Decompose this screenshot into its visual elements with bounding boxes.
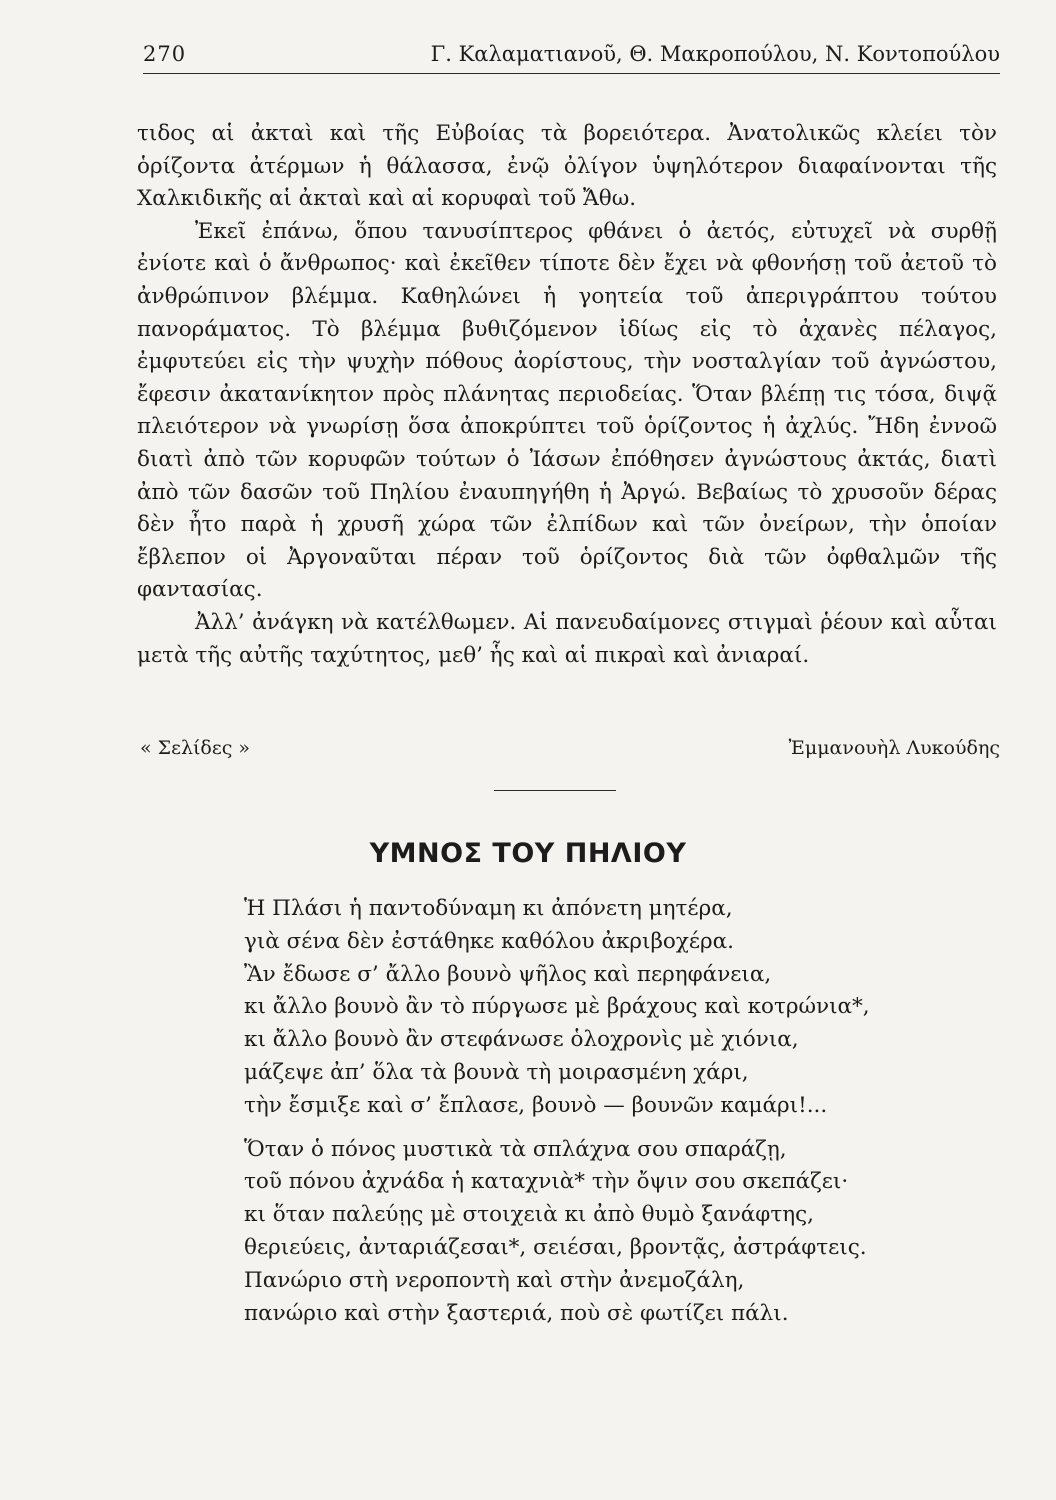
page-number: 270 (143, 42, 187, 66)
verse-line: Ὅταν ὁ πόνος μυστικὰ τὰ σπλάχνα σου σπαράζῃ, (244, 1136, 787, 1162)
verse-line: γιὰ σένα δὲν ἐστάθηκε καθόλου ἀκριβοχέρα. (244, 928, 734, 954)
verse-line: Ἡ Πλάσι ἡ παντοδύναμη κι ἀπόνετη μητέρα, (244, 896, 733, 921)
verse-line: κι ὅταν παλεύῃς μὲ στοιχειὰ κι ἀπὸ θυμὸ ξανάφτης, (244, 1202, 814, 1228)
poem-body (244, 893, 1004, 1341)
verse-line: κι ἄλλο βουνὸ ἂν τὸ πύργωσε μὲ βράχους καὶ κοτρώνια*, (244, 994, 870, 1020)
verse-line: κι ἄλλο βουνὸ ἂν στεφάνωσε ὁλοχρονὶς μὲ χιόνια, (244, 1027, 799, 1053)
stanza (244, 1134, 1004, 1331)
header-rule (143, 73, 1000, 74)
attribution (140, 737, 1000, 767)
verse-line: τοῦ πόνου ἀχνάδα ἡ καταχνιὰ* τὴν ὄψιν σου σκεπάζει· (244, 1169, 849, 1195)
source-title: « Σελίδες » (140, 737, 251, 759)
paragraph: τιδος αἱ ἀκταὶ καὶ τῆς Εὐβοίας τὰ βορειότερα. Ἀνατολικῶς κλείει τὸν ὁρίζοντα ἀτέρμων ἡ θάλασσα, ἐνῷ ὀλίγον ὑψηλότερον διαφαίνονται τῆς Χαλκιδικῆς αἱ ἀκταὶ καὶ αἱ κορυφαὶ τοῦ Ἄθω. (137, 121, 997, 212)
author-name: Ἐμμανουὴλ Λυκούδης (788, 737, 1000, 759)
page-header (143, 34, 1000, 74)
verse-line: Ἂν ἔδωσε σ’ ἄλλο βουνὸ ψῆλος καὶ περηφάνεια, (244, 961, 772, 987)
paragraph: Ἐκεῖ ἐπάνω, ὅπου τανυσίπτερος φθάνει ὁ ἀετός, εὐτυχεῖ νὰ συρθῇ ἐνίοτε καὶ ὁ ἄνθρωπος· καὶ ἐκεῖθεν τίποτε δὲν ἔχει νὰ φθονήσῃ τοῦ ἀετοῦ τὸ ἀνθρώπινον βλέμμα. Καθηλώνει ἡ γοητεία τοῦ ἀπεριγράπτου τούτου πανοράματος. Τὸ βλέμμα βυθιζόμενον ἰδίως εἰς τὸ ἀχανὲς πέλαγος, ἐμφυτεύει εἰς τὴν ψυχὴν πόθους ἀορίστους, τὴν νοσταλγίαν τοῦ ἀγνώστου, ἔφεσιν ἀκατανίκητον πρὸς πλάνητας περιοδείας. Ὅταν βλέπῃ τις τόσα, διψᾷ πλειότερον νὰ γνωρίσῃ ὅσα ἀποκρύπτει τοῦ ὁρίζοντος ἡ ἀχλύς. Ἤδη ἐννοῶ διατὶ ἀπὸ τῶν κορυφῶν τούτων ὁ Ἰάσων ἐπόθησεν ἀγνώστους ἀκτάς, διατὶ ἀπὸ τῶν δασῶν τοῦ Πηλίου ἐναυπηγήθη ἡ Ἀργώ. Βεβαίως τὸ χρυσοῦν δέρας δὲν ἦτο παρὰ ἡ χρυσῆ χώρα τῶν ἐλπίδων καὶ τῶν ὀνείρων, τὴν ὁποίαν ἔβλεπον οἱ Ἀργοναῦται πέραν τοῦ ὁρίζοντος διὰ τῶν ὀφθαλμῶν τῆς φαντασίας. (137, 218, 997, 603)
verse-line: Πανώριο στὴ νεροποντὴ καὶ στὴν ἀνεμοζάλη, (244, 1267, 745, 1293)
section-divider (494, 790, 616, 791)
prose-text (137, 118, 997, 672)
verse-line: θεριεύεις, ἀνταριάζεσαι*, σειέσαι, βροντᾷς, ἀστράφτεις. (244, 1234, 867, 1260)
poem-title: ΥΜΝΟΣ ΤΟΥ ΠΗΛΙΟΥ (369, 838, 687, 869)
paragraph: Ἀλλ’ ἀνάγκη νὰ κατέλθωμεν. Αἱ πανευδαίμονες στιγμαὶ ῥέουν καὶ αὗται μετὰ τῆς αὐτῆς ταχύτητος, μεθ’ ἧς καὶ αἱ πικραὶ καὶ ἀνιαραί. (137, 609, 997, 668)
verse-line: πανώριο καὶ στὴν ξαστεριά, ποὺ σὲ φωτίζει πάλι. (244, 1300, 789, 1326)
verse-line: μάζεψε ἀπ’ ὅλα τὰ βουνὰ τὴ μοιρασμένη χάρι, (244, 1059, 749, 1085)
verse-line: τὴν ἔσμιξε καὶ σ’ ἔπλασε, βουνὸ — βουνῶν καμάρι!... (244, 1092, 828, 1118)
stanza (244, 893, 1004, 1123)
running-head-authors: Γ. Καλαματιανοῦ, Θ. Μακροπούλου, Ν. Κοντοπούλου (430, 42, 1000, 66)
